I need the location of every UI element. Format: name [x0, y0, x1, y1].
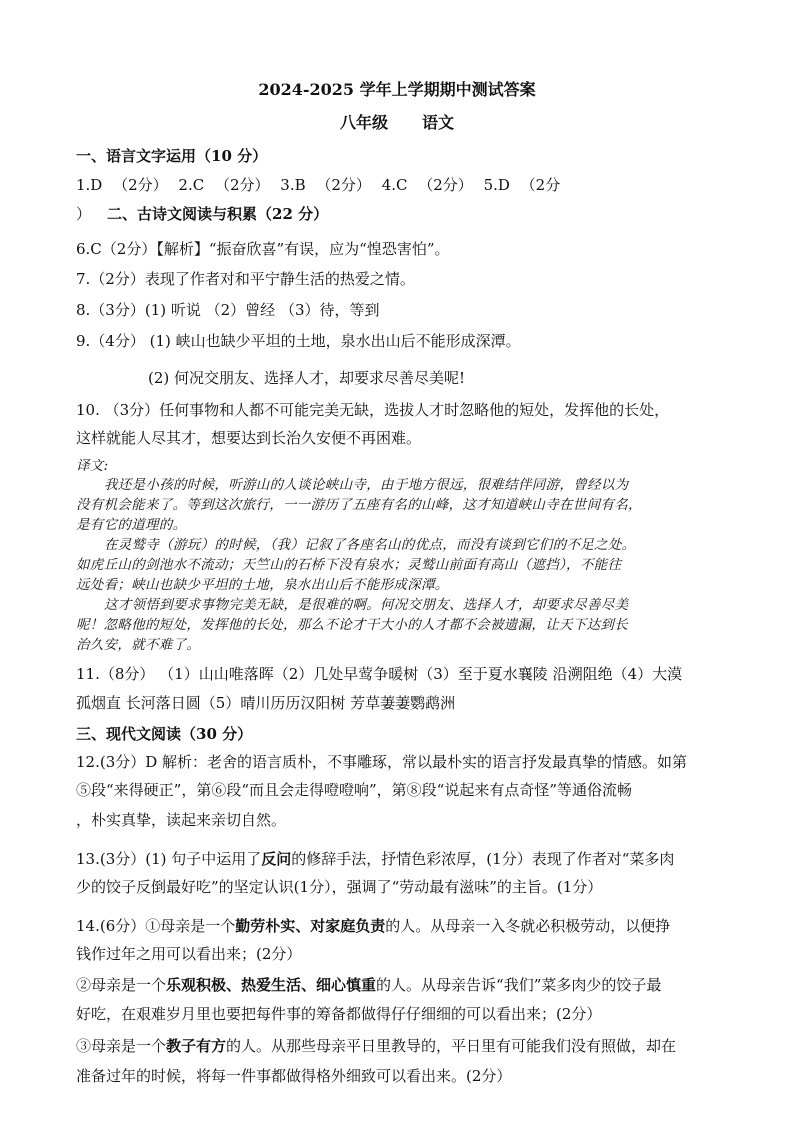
- translation-line: 治久安，就不难了。: [76, 637, 201, 653]
- q13-answer-1: [76, 849, 674, 869]
- q10-answer-1: 10. （3分）任何事物和人都不可能完美无缺，选拔人才时忽略他的短处，发挥他的长处，: [76, 401, 670, 419]
- translation-line: 我还是小孩的时候，听游山的人谈论峡山寺，由于地方很远，很难结伴同游，曾经以为: [104, 477, 629, 493]
- q9-answer-2: (2) 何况交朋友、选择人才，却要求尽善尽美呢!: [148, 369, 466, 387]
- q14-answer-4: 好吃，在艰难岁月里也要把每件事的筹备都做得仔仔细细的可以看出来；(2分）: [76, 1005, 602, 1023]
- q14-keyword: 乐观积极、热爱生活、细心慎重: [166, 976, 377, 994]
- translation-line: 没有机会能来了。等到这次旅行，一一游历了五座有名的山峰，这才知道峡山寺在世间有名，: [76, 497, 642, 513]
- q14-keyword: 教子有方: [166, 1037, 227, 1055]
- q14-text: ②母亲是一个: [76, 976, 167, 994]
- section-3-heading: 三、现代文阅读（30 分）: [76, 725, 253, 743]
- q14-answer-3: [76, 975, 661, 995]
- q14-answer-1: [76, 916, 670, 936]
- grade-label: 八年级: [339, 113, 388, 132]
- q14-text: 14.(6分）①母亲是一个: [76, 917, 236, 935]
- doc-subtitle: [0, 113, 794, 133]
- q6-answer: 6.C（2分）【解析】“振奋欣喜”有误，应为“惶恐害怕”。: [76, 240, 450, 258]
- q10-answer-2: 这样就能人尽其才，想要达到长治久安便不再困难。: [76, 429, 422, 447]
- translation-line: 是有它的道理的。: [76, 517, 187, 533]
- section-1-wrap: ）: [76, 205, 92, 223]
- q14-answer-5: [76, 1036, 676, 1056]
- translation-line: 在灵鹫寺（游玩）的时候，（我）记叙了各座名山的优点，而没有谈到它们的不足之处。: [104, 537, 636, 553]
- q14-keyword: 勤劳朴实、对家庭负责: [235, 917, 386, 935]
- q14-answer-2: 钱作过年之用可以看出来；(2分）: [76, 945, 302, 963]
- q13-text: 13.(3分）(1) 句子中运用了: [76, 850, 262, 868]
- q13-keyword: 反问: [261, 850, 292, 868]
- q14-answer-6: 准备过年的时候，将每一件事都做得格外细致可以看出来。(2分）: [76, 1067, 512, 1085]
- section-1-answers: 1.D （2分） 2.C （2分） 3.B （2分） 4.C （2分） 5.D （2分: [76, 176, 561, 194]
- q12-answer-2: ⑤段“来得硬正”，第⑥段“而且会走得噔噔响”，第⑧段“说起来有点奇怪”等通俗流畅: [76, 781, 633, 799]
- q11-answer-2: 孤烟直 长河落日圆（5）晴川历历汉阳树 芳草萋萋鹦鹉洲: [76, 694, 456, 712]
- q14-text: 的人。从母亲告诉“我们”菜多肉少的饺子最: [376, 976, 662, 994]
- translation-line: 如虎丘山的剑池水不流动；天竺山的石桥下没有泉水；灵鹫山前面有高山（遮挡），不能往: [76, 557, 622, 573]
- section-2-heading-line: [76, 204, 328, 224]
- q12-answer-3: ，朴实真挚，读起来亲切自然。: [76, 811, 287, 829]
- section-2-heading: 二、古诗文阅读与积累（22 分）: [107, 205, 329, 223]
- q13-answer-2: 少的饺子反倒最好吃”的坚定认识(1分），强调了“劳动最有滋味”的主旨。(1分）: [76, 878, 603, 896]
- q14-text: ③母亲是一个: [76, 1037, 167, 1055]
- subject-label: 语文: [422, 113, 455, 132]
- translation-line: 远处看；峡山也缺少平坦的土地，泉水出山后不能形成深潭。: [76, 577, 449, 593]
- section-1-heading: 一、语言文字运用（10 分）: [76, 147, 268, 165]
- translation-label: 译文:: [76, 458, 109, 474]
- q11-answer-1: 11.（8分） （1）山山唯落晖（2）几处早莺争暖树（3）至于夏水襄陵 沿溯阻绝（4）大漠: [76, 665, 683, 683]
- q12-answer-1: 12.(3分）D 解析：老舍的语言质朴，不事雕琢，常以最朴实的语言抒发最真挚的情感。如第: [76, 753, 688, 771]
- doc-title: 2024-2025 学年上学期期中测试答案: [258, 80, 536, 99]
- q14-text: 的人。从那些母亲平日里教导的，平日里有可能我们没有照做，却在: [226, 1037, 677, 1055]
- q7-answer: 7.（2分）表现了作者对和平宁静生活的热爱之情。: [76, 270, 415, 288]
- q13-text: 的修辞手法，抒情色彩浓厚，(1分）表现了作者对“菜多肉: [291, 850, 675, 868]
- translation-line: 这才领悟到要求事物完美无缺，是很难的啊。何况交朋友、选择人才，却要求尽善尽美: [104, 597, 629, 613]
- q8-answer: 8.（3分）(1) 听说 （2）曾经 （3）待，等到: [76, 301, 380, 319]
- q9-answer-1: 9.（4分） (1) 峡山也缺少平坦的土地，泉水出山后不能形成深潭。: [76, 332, 521, 350]
- translation-line: 呢！忽略他的短处，发挥他的长处，那么不论才干大小的人才都不会被遗漏，让天下达到长: [76, 617, 628, 633]
- q14-text: 的人。从母亲一入冬就必积极劳动，以便挣: [385, 917, 671, 935]
